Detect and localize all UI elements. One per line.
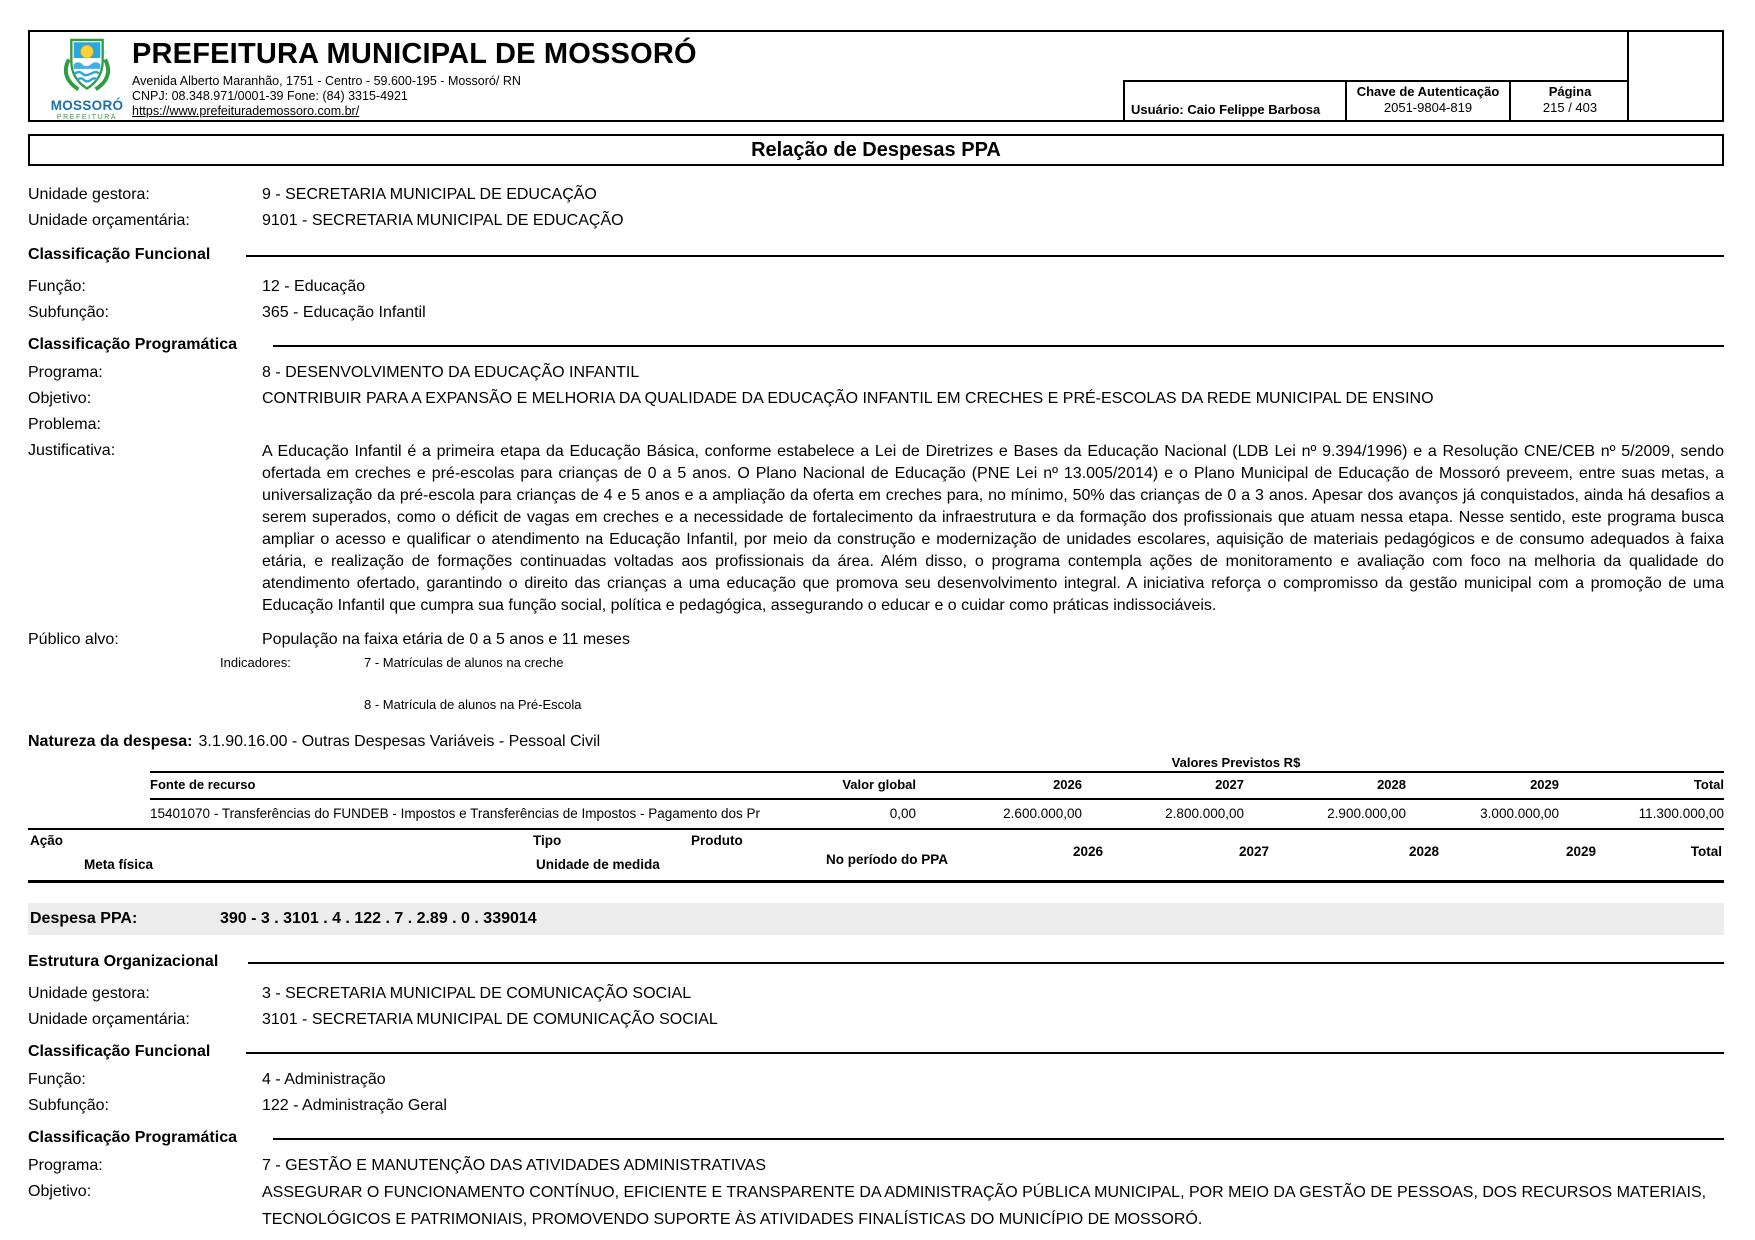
auth-key-label: Chave de Autenticação xyxy=(1356,84,1500,99)
unidade-gestora-row xyxy=(28,182,1724,208)
unidade-orcamentaria-label: Unidade orçamentária: xyxy=(28,1011,190,1028)
unidade-gestora-value: 9 - SECRETARIA MUNICIPAL DE EDUCAÇÃO xyxy=(262,186,597,203)
unidade-gestora-label: Unidade gestora: xyxy=(28,985,150,1002)
publico-alvo-label: Público alvo: xyxy=(28,631,119,648)
col-2028: 2028 xyxy=(1377,777,1406,792)
justificativa-row xyxy=(28,438,1724,617)
objetivo-value: CONTRIBUIR PARA A EXPANSÃO E MELHORIA DA QUALIDADE DA EDUCAÇÃO INFANTIL EM CRECHES E PRÉ-ESCOLAS DA REDE MUNICIPAL DE ENSINO xyxy=(262,390,1434,407)
valores-previstos-table xyxy=(28,755,1724,883)
valores-table-caption: Valores Previstos R$ xyxy=(1171,755,1301,770)
page-cell xyxy=(1511,82,1629,120)
valor-2028-cell: 2.900.000,00 xyxy=(1327,806,1406,821)
despesa-ppa-value: 390 - 3 . 3101 . 4 . 122 . 7 . 2.89 . 0 . 339014 xyxy=(220,910,537,927)
col-fonte-recurso: Fonte de recurso xyxy=(150,777,256,792)
justificativa-value: A Educação Infantil é a primeira etapa da Educação Básica, conforme estabelece a Lei de Diretrizes e Bases da Educação Nacional (LDB Lei nº 9.394/1996) e a Resolução CNE/CEB nº 5/2009, sendo ofertada em creches e pré-escolas para crianças de 0 a 5 anos. O Plano Nacional de Educação (PNE Lei nº 13.005/2014) e o Plano Municipal de Educação de Mossoró preveem, entre suas metas, a universalização da pré-escola para crianças de 4 e 5 anos e a ampliação da oferta em creches para, no mínimo, 50% das crianças de 0 a 3 anos. Apesar dos avanços já conquistados, ainda há desafios a serem superados, como o déficit de vagas em creches e a necessidade de fortalecimento da infraestrutura e da formação dos profissionais que atuam nessa etapa. Nesse sentido, este programa busca ampliar o acesso e qualificar o atendimento na Educação Infantil, por meio da construção e modernização de unidades escolares, aquisição de materiais pedagógicos e de consumo adequados à faixa etária, e realização de formações continuadas voltadas aos profissionais da área. Além disso, o programa contempla ações de monitoramento e avaliação com foco na melhoria da qualidade do atendimento ofertado, garantindo o direito das crianças a uma educação que promova seu desenvolvimento integral. A iniciativa reforça o compromisso da gestão municipal com a promoção de uma Educação Infantil que cumpra sua função social, política e pedagógica, assegurando o educar e o cuidar como práticas indissociáveis. xyxy=(262,443,1724,614)
subfuncao-label: Subfunção: xyxy=(28,1097,109,1114)
publico-alvo-value: População na faixa etária de 0 a 5 anos e 11 meses xyxy=(262,631,630,648)
objetivo-row xyxy=(28,1179,1724,1233)
org-address: Avenida Alberto Maranhão, 1751 - Centro - 59.600-195 - Mossoró/ RN xyxy=(132,74,521,88)
programa-label: Programa: xyxy=(28,1157,103,1174)
report-title: Relação de Despesas PPA xyxy=(751,138,1001,161)
band-total-label: Total xyxy=(1690,844,1722,859)
unidade-orcamentaria-value: 9101 - SECRETARIA MUNICIPAL DE EDUCAÇÃO xyxy=(262,212,624,229)
programa-label: Programa: xyxy=(28,364,103,381)
city-crest-icon xyxy=(59,81,115,98)
programa-value: 8 - DESENVOLVIMENTO DA EDUCAÇÃO INFANTIL xyxy=(262,364,640,381)
unidade-orcamentaria-row xyxy=(28,208,1724,234)
subfuncao-row xyxy=(28,1093,1724,1119)
estrutura-organizacional-heading: Estrutura Organizacional xyxy=(28,949,1724,975)
produto-label: Produto xyxy=(691,833,743,848)
unidade-gestora-row xyxy=(28,981,1724,1007)
logo-wordmark: MOSSORÓ xyxy=(50,98,124,113)
publico-alvo-row xyxy=(28,627,1724,653)
header-divider xyxy=(1627,32,1629,120)
page-number: 215 / 403 xyxy=(1542,100,1598,115)
heading-rule xyxy=(246,255,1724,257)
org-identification xyxy=(132,38,697,119)
band-year-2026: 2026 xyxy=(1072,844,1104,859)
indicadores-label: Indicadores: xyxy=(220,655,291,670)
natureza-despesa-value: 3.1.90.16.00 - Outras Despesas Variáveis - Pessoal Civil xyxy=(198,733,601,750)
objetivo-value: ASSEGURAR O FUNCIONAMENTO CONTÍNUO, EFICIENTE E TRANSPARENTE DA ADMINISTRAÇÃO PÚBLICA MUNICIPAL, POR MEIO DA GESTÃO DE PESSOAS, DOS RECURSOS MATERIAIS, TECNOLÓGICOS E PATRIMONIAIS, PROMOVENDO SUPORTE ÀS ATIVIDADES FINALÍSTICAS DO MUNICÍPIO DE MOSSORÓ. xyxy=(262,1184,1707,1228)
subfuncao-value: 365 - Educação Infantil xyxy=(262,304,426,321)
despesa-ppa-label: Despesa PPA: xyxy=(30,910,138,927)
meta-fisica-label: Meta física xyxy=(84,857,154,872)
acao-label: Ação xyxy=(30,833,64,848)
col-total: Total xyxy=(1693,777,1724,792)
indicador-item: 7 - Matrículas de alunos na creche xyxy=(364,655,564,670)
programa-value: 7 - GESTÃO E MANUTENÇÃO DAS ATIVIDADES ADMINISTRATIVAS xyxy=(262,1157,767,1174)
program-block xyxy=(28,182,1724,755)
band-year-2029: 2029 xyxy=(1565,844,1597,859)
mossoro-logo xyxy=(44,36,130,121)
col-2029: 2029 xyxy=(1530,777,1559,792)
funcao-value: 4 - Administração xyxy=(262,1071,386,1088)
page-label: Página xyxy=(1548,84,1592,99)
periodo-ppa-label: No período do PPA xyxy=(826,852,948,867)
subfuncao-row xyxy=(28,300,1724,326)
unidade-gestora-label: Unidade gestora: xyxy=(28,186,150,203)
problema-row xyxy=(28,412,1724,438)
document-header xyxy=(28,30,1724,122)
subfuncao-value: 122 - Administração Geral xyxy=(262,1097,447,1114)
classificacao-programatica-heading: Classificação Programática xyxy=(28,332,1724,358)
objetivo-row xyxy=(28,386,1724,412)
col-valor-global: Valor global xyxy=(842,777,916,792)
report-page xyxy=(28,30,1724,1233)
classificacao-funcional-heading: Classificação Funcional xyxy=(28,1039,1724,1065)
justificativa-label: Justificativa: xyxy=(28,442,116,459)
valor-global-cell: 0,00 xyxy=(889,806,916,821)
valor-total-cell: 11.300.000,00 xyxy=(1638,806,1724,821)
unidade-medida-label: Unidade de medida xyxy=(536,857,660,872)
programa-row xyxy=(28,1153,1724,1179)
indicador-item: 8 - Matrícula de alunos na Pré-Escola xyxy=(364,697,582,712)
subfuncao-label: Subfunção: xyxy=(28,304,109,321)
website-link[interactable]: https://www.prefeiturademossoro.com.br/ xyxy=(132,104,360,118)
heading-rule xyxy=(273,345,1724,347)
despesa-ppa-band xyxy=(28,903,1724,935)
funcao-label: Função: xyxy=(28,1071,86,1088)
funcao-value: 12 - Educação xyxy=(262,278,366,295)
table-row xyxy=(150,800,1724,828)
col-2027: 2027 xyxy=(1215,777,1244,792)
valor-2026-cell: 2.600.000,00 xyxy=(1003,806,1082,821)
org-block xyxy=(28,949,1724,1233)
unidade-orcamentaria-label: Unidade orçamentária: xyxy=(28,212,190,229)
heading-rule xyxy=(246,1052,1724,1054)
objetivo-label: Objetivo: xyxy=(28,1183,92,1200)
objetivo-label: Objetivo: xyxy=(28,390,92,407)
fonte-recurso-cell: 15401070 - Transferências do FUNDEB - Impostos e Transferências de Impostos - Pagamento dos Pr xyxy=(150,806,761,821)
programa-row xyxy=(28,360,1724,386)
natureza-despesa-label: Natureza da despesa: xyxy=(28,733,193,750)
indicadores-row xyxy=(28,653,1724,673)
band-year-2027: 2027 xyxy=(1238,844,1270,859)
acao-header-band xyxy=(28,828,1724,883)
band-year-2028: 2028 xyxy=(1408,844,1440,859)
indicadores-row xyxy=(28,695,1724,715)
user-info-box xyxy=(1123,80,1629,120)
funcao-label: Função: xyxy=(28,278,86,295)
auth-key-cell xyxy=(1347,82,1511,120)
unidade-orcamentaria-row xyxy=(28,1007,1724,1033)
unidade-gestora-value: 3 - SECRETARIA MUNICIPAL DE COMUNICAÇÃO SOCIAL xyxy=(262,985,692,1002)
auth-key-value: 2051-9804-819 xyxy=(1383,100,1473,115)
org-name: PREFEITURA MUNICIPAL DE MOSSORÓ xyxy=(132,38,697,70)
heading-rule xyxy=(273,1138,1724,1140)
org-cnpj-phone: CNPJ: 08.348.971/0001-39 Fone: (84) 3315-4921 xyxy=(132,89,408,103)
tipo-label: Tipo xyxy=(533,833,562,848)
classificacao-funcional-heading: Classificação Funcional xyxy=(28,242,1724,268)
funcao-row xyxy=(28,274,1724,300)
problema-label: Problema: xyxy=(28,416,101,433)
logo-wordmark-sub: PREFEITURA xyxy=(56,113,118,121)
problema-value xyxy=(262,412,1724,438)
valores-table-header xyxy=(150,771,1724,800)
natureza-despesa-row xyxy=(28,729,1724,755)
heading-rule xyxy=(248,962,1724,964)
funcao-row xyxy=(28,1067,1724,1093)
valor-2029-cell: 3.000.000,00 xyxy=(1480,806,1559,821)
report-title-bar xyxy=(28,134,1724,166)
classificacao-programatica-heading: Classificação Programática xyxy=(28,1125,1724,1151)
col-2026: 2026 xyxy=(1053,777,1082,792)
user-label: Usuário: Caio Felippe Barbosa xyxy=(1125,82,1347,120)
valor-2027-cell: 2.800.000,00 xyxy=(1165,806,1244,821)
unidade-orcamentaria-value: 3101 - SECRETARIA MUNICIPAL DE COMUNICAÇÃO SOCIAL xyxy=(262,1011,718,1028)
